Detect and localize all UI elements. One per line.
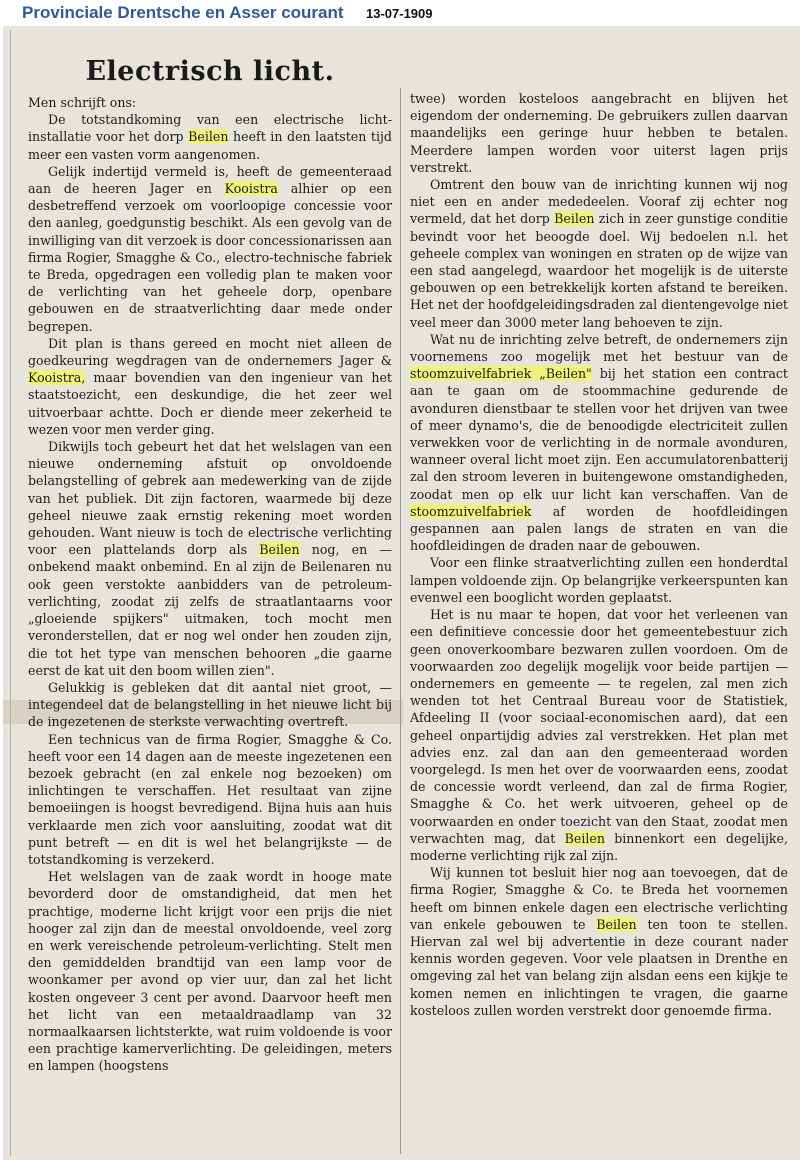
paragraph [410,176,788,331]
highlight-kooistra: Kooistra [224,181,278,197]
text: maar bovendien van den ingenieur van het staatstoezicht, een deskundige, die het zeer wel uitvoerbaar achtte. Doch er diende meer zekerheid te wezen voor men verder ging. [28,370,392,437]
paragraph [28,111,392,163]
text: zich in zeer gunstige conditie bevindt voor het beoogde doel. Wij bedoelen n.l. het geheele complex van woningen en straten op de wijze van een stad aangelegd, waardoor het mogelijk is de uiterste gebouwen op een betrekkelijk korten afstand te bereiken. Het net der hoofdgeleidingsdraden zal dientengevolge niet veel meer dan 3000 meter lang behoeven te zijn. [410,211,788,330]
text: Het is nu maar te hopen, dat voor het verleenen van een definitieve concessie door het gemeentebestuur zich geen onoverkoombare bezwaren zullen voordoen. Om de voorwaarden zoo degelijk mogelijk voor beide partijen — ondernemers en gemeente — te regelen, zal men zich wenden tot het Centraal Bureau voor de Statistiek, Afdeeling II (voor sociaal-economischen aard), dat een geheel onpartijdig advies zal verstrekken. Het plan met advies enz. zal dan aan den gemeenteraad worden voorgelegd. Is men het over de voorwaarden eens, zoodat de concessie wordt verleend, dan zal de firma Rogier, Smagghe & Co. het werk uitvoeren, geheel op de voorwaarden en onder toezicht van den Staat, zoodat men verwachten mag, dat [410,607,788,846]
text: af worden de hoofdleidingen gespannen aan palen langs de straten en van die hoofdleidingen de draden naar de gebouwen. [410,503,788,554]
column-rule-left [10,30,11,1156]
paragraph: Een technicus van de firma Rogier, Smagghe & Co. heeft voor een 14 dagen aan de meeste ingezetenen een bezoek gebracht (en zal enkele nog bezoeken) om inlichtingen te verschaffen. Het resultaat van zijne bemoeiingen is hoogst bevredigend. Bijna huis aan huis verklaarde men zich voor aansluiting, zoodat wat dit punt betreft — en dit is wel het belangrijkste — de totstandkoming is verzekerd. [28,731,392,867]
newspaper-name: Provinciale Drentsche en Asser courant [22,3,344,22]
highlight-beilen: Beilen [188,129,229,145]
paragraph: Gelukkig is gebleken dat dit aantal niet groot, — integendeel dat de belangstelling in het nieuwe licht bij de ingezetenen de sterkste verwachting overtreft. [28,679,392,730]
text: De totstandkoming van een electrische licht-installatie voor het dorp [28,112,392,145]
text: Gelijk indertijd vermeld is, heeft de gemeenteraad aan de heeren Jager en [28,163,392,197]
paragraph [28,438,392,679]
paragraph: twee) worden kosteloos aangebracht en blijven het eigendom der onderneming. De gebruikers zullen daarvan maandelijks een geringe huur hebben te betalen. Meerdere lampen worden voor uiterst lagen prijs verstrekt. [410,91,788,175]
highlight-kooistra: Kooistra, [28,370,86,386]
paragraph [410,331,788,555]
highlight-beilen: Beilen [259,542,300,558]
highlight-beilen: Beilen [554,211,595,227]
text: Dit plan is thans gereed en mocht niet alleen de goedkeuring wegdragen van de ondernemers Jager & [28,335,392,369]
text: bij het station een contract aan te gaan om de stoommachine gedurende de avonduren dienstbaar te stellen voor het drijven van twee of meer dynamo's, die de benoodigde electriciteit zullen verwekken voor de verlichting in de normale avonduren, wanneer overal licht moet zijn. Een accumulatorenbatterij zal den stroom leveren in buitengewone omstandigheden, zoodat men op elk uur licht kan verschaffen. Van de [410,366,788,502]
paragraph [410,864,788,1019]
article-column-left [28,56,392,1156]
paragraph [28,163,392,335]
highlight-beilen: Beilen [596,916,637,932]
text: alhier op een desbetreffend verzoek om voorloopige concessie voor den aanleg, goedgunstig beschikt. Als een gevolg van de inwilliging van dit verzoek is door concessionarissen aan firma Rogier, Smagghe & Co., electro-technische fabriek te Breda, opgedragen een volledig plan te maken voor de verlichting van het geheele dorp, openbare gebouwen en de straatverlichting daar mede onder begrepen. [28,181,392,334]
text: Omtrent den bouw van de inrichting kunnen wij nog niet een en ander mededeelen. Vooraf zij echter nog vermeld, dat het dorp [410,177,788,227]
highlight-beilen: Beilen [564,830,605,846]
text: ten toon te stellen. Hiervan zal wel bij advertentie in deze courant nader kennis worden gegeven. Voor vele plaatsen in Drenthe en omgeving zal het van belang zijn alsdan eens een kijkje te komen nemen en inlichtingen te vragen, die gaarne kosteloos zullen worden verstrekt door genoemde firma. [410,916,788,1018]
paragraph [28,94,392,111]
text: heeft in den laatsten tijd meer een vasten vorm aangenomen. [28,129,392,162]
text: Men schrijft ons: [28,95,137,110]
text: nog, en — onbekend maakt onbemind. En al zijn de Beilenaren nu ook geen verstokte aanbidders van de petroleum-verlichting, zoodat zij zelfs de straatlantaarns voor „gloeiende spijkers" uitmaken, toch mocht men veronderstellen, dat er nog wel onder hen zouden zijn, die tot het type van menschen behooren „die gaarne eerst de kat uit den boom willen zien". [28,542,392,678]
column-divider [400,88,401,1154]
paragraph: Het welslagen van de zaak wordt in hooge mate bevorderd door de omstandigheid, dat men het prachtige, moderne licht krijgt voor een prijs die niet hooger zal zijn dan de meestal onvoldoende, veel zorg en werk vereischende petroleum-verlichting. Stelt men den gemiddelden brandtijd van een lamp voor de woonkamer per avond op vier uur, dan zal het licht kosten ongeveer 3 cent per avond. Daarvoor heeft men het licht van een metaaldraadlamp van 32 normaalkaarsen lichtsterkte, wat ruim voldoende is voor een prachtige kamerverlichting. De geleidingen, meters en lampen (hoogstens [28,869,392,1074]
text: Wij kunnen tot besluit hier nog aan toevoegen, dat de firma Rogier, Smagghe & Co. te Breda het voornemen heeft om binnen enkele dagen een electrische verlichting van enkele gebouwen te [410,865,788,932]
article-column-right [410,90,788,1156]
paragraph: Voor een flinke straatverlichting zullen een honderdtal lampen voldoende zijn. Op belangrijke verkeerspunten kan evenwel een booglicht worden geplaatst. [410,555,788,605]
article-title: Electrisch licht. [85,56,335,87]
publication-date: 13-07-1909 [366,6,433,21]
paragraph [28,335,392,438]
text: binnenkort een degelijke, moderne verlichting rijk zal zijn. [410,830,788,863]
masthead [0,0,800,26]
highlight-stoomzuivelfabriek: stoomzuivelfabriek [410,503,532,519]
paragraph [410,606,788,864]
highlight-stoomzuivelfabriek: stoomzuivelfabriek „Beilen" [410,366,592,382]
text: Wat nu de inrichting zelve betreft, de ondernemers zijn voornemens zoo mogelijk met het bestuur van de [410,331,788,365]
text: Dikwijls toch gebeurt het dat het welslagen van een nieuwe onderneming afstuit op onvoldoende belangstelling of gebrek aan medewerking van de zijde van het publiek. Dit zijn factoren, waarmede bij deze geheel nieuwe zaak ernstig rekening moet worden gehouden. Want nieuw is toch de electrische verlichting voor een plattelands dorp als [28,439,392,558]
